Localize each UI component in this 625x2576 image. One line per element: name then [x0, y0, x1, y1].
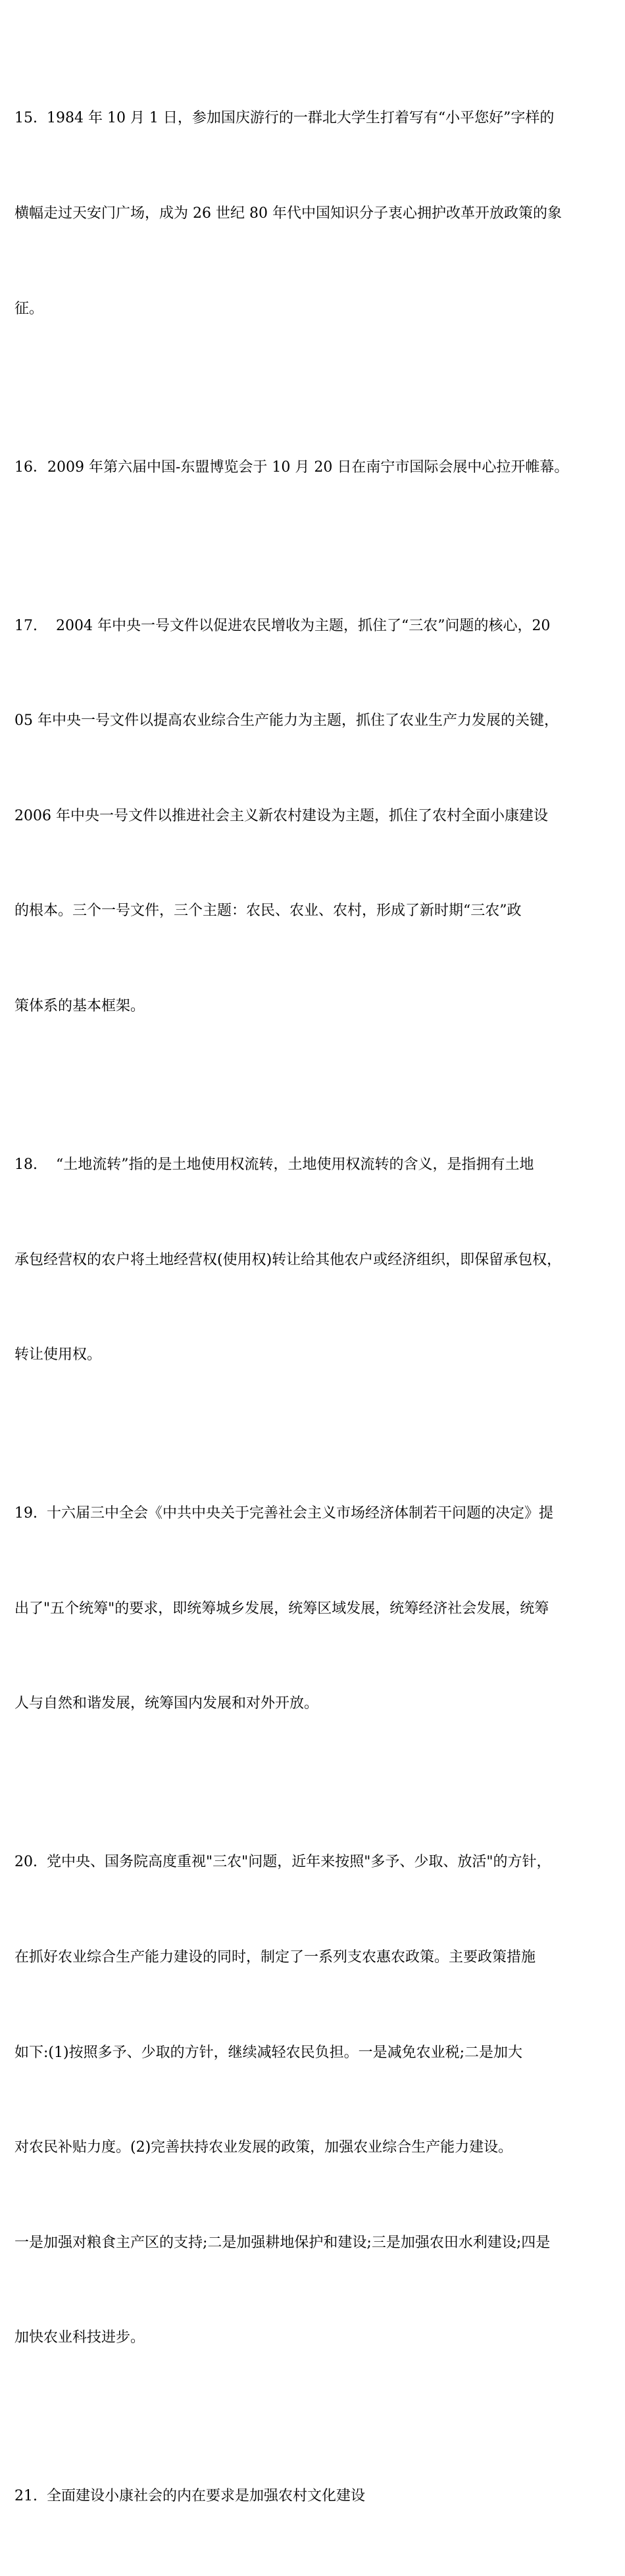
document-body [14, 39, 618, 2576]
text-line: 21. 全面建设小康社会的内在要求是加强农村文化建设 [14, 2488, 365, 2505]
text-line: 16．2009 年第六届中国-东盟博览会于 10 月 20 日在南宁市国际会展中心拉开帷幕。 [14, 458, 569, 476]
text-line: 的根本。三个一号文件，三个主题：农民、农业、农村，形成了新时期“三农”政 [14, 903, 522, 920]
text-line: 15. 1984 年 10 月 1 日，参加国庆游行的一群北大学生打着写有“小平您好”字样的 [14, 110, 555, 127]
paragraph-19 [14, 1435, 618, 1783]
text-line: 2006 年中央一号文件以推进社会主义新农村建设为主题，抓住了农村全面小康建设 [14, 807, 548, 824]
text-line: 05 年中央一号文件以提高农业综合生产能力为主题，抓住了农业生产力发展的关键， [14, 712, 559, 730]
text-line: 承包经营权的农户将土地经营权(使用权)转让给其他农户或经济组织，即保留承包权， [14, 1251, 562, 1268]
text-line: 对农民补贴力度。(2)完善扶持农业发展的政策，加强农业综合生产能力建设。 [14, 2139, 513, 2156]
paragraph-15 [14, 39, 618, 388]
paragraph-16 [14, 388, 618, 547]
text-line: 征。 [14, 300, 44, 317]
paragraph-17 [14, 547, 618, 1085]
text-line: 人与自然和谐发展，统筹国内发展和对外开放。 [14, 1695, 319, 1712]
text-line: 出了"五个统筹"的要求，即统筹城乡发展，统筹区域发展，统筹经济社会发展，统筹 [14, 1600, 549, 1617]
text-line: 20. 党中央、国务院高度重视"三农"问题，近年来按照"多予、少取、放活"的方针， [14, 1854, 551, 1871]
text-line: 一是加强对粮食主产区的支持;二是加强耕地保护和建设;三是加强农田水利建设;四是 [14, 2234, 551, 2251]
paragraph-18 [14, 1086, 618, 1435]
text-line: 如下:(1)按照多予、少取的方针，继续减轻农民负担。一是减免农业税;二是加大 [14, 2044, 522, 2061]
text-line: 17. 2004 年中央一号文件以促进农民增收为主题，抓住了“三农”问题的核心，20 [14, 617, 551, 634]
paragraph-20 [14, 1783, 618, 2417]
text-line: 在抓好农业综合生产能力建设的同时，制定了一系列支农惠农政策。主要政策措施 [14, 1948, 536, 1966]
text-line: 19. 十六届三中全会《中共中央关于完善社会主义市场经济体制若干问题的决定》提 [14, 1505, 553, 1522]
text-line: 转让使用权。 [14, 1347, 102, 1364]
text-line: 横幅走过天安门广场，成为 26 世纪 80 年代中国知识分子衷心拥护改革开放政策的象 [14, 205, 562, 222]
text-line: 18. “土地流转”指的是土地使用权流转，土地使用权流转的含义，是指拥有土地 [14, 1156, 534, 1173]
text-line: 策体系的基本框架。 [14, 997, 145, 1014]
paragraph-21 [14, 2417, 618, 2576]
text-line: 加快农业科技进步。 [14, 2329, 145, 2346]
